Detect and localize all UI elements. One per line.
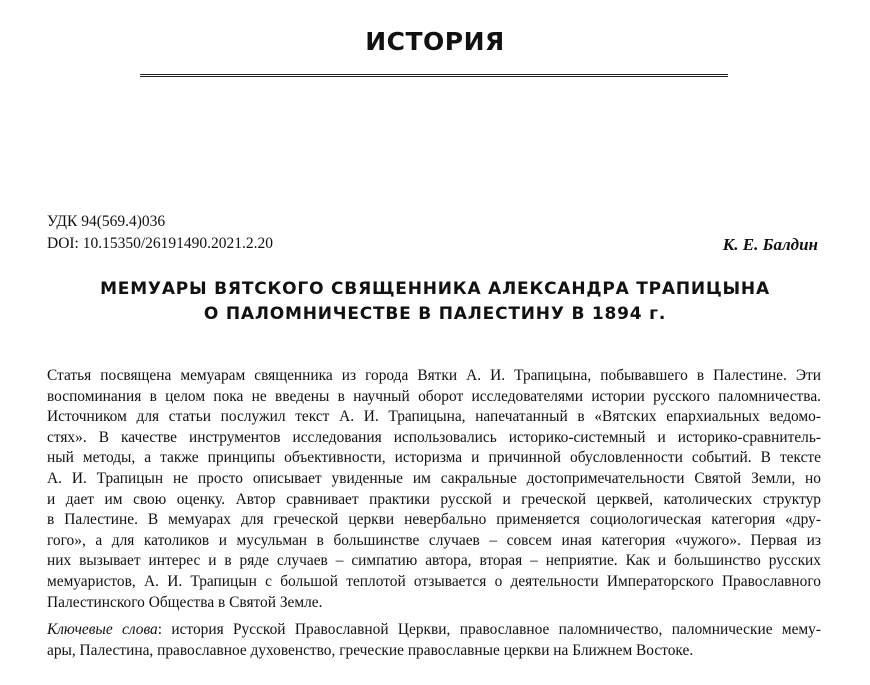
abstract-line: мемуаристов, А. И. Трапицын с большой теплотой отзывается о деятельности Императорского Православного (47, 572, 821, 590)
keywords-text-1: : история Русской Православной Церкви, православное паломничество, паломнические мему- (157, 621, 821, 638)
abstract-line: и дает им свою оценку. Автор сравнивает практики русской и греческой церквей, католических структур (47, 490, 821, 508)
abstract-line: Палестинского Общества в Святой Земле. (47, 593, 323, 611)
keywords-label: Ключевые слова (47, 621, 158, 638)
abstract-line: Источником для статьи послужил текст А. И. Трапицына, напечатанный в «Вятских епархиальных ведомо- (47, 408, 821, 426)
abstract-line: Статья посвящена мемуарам священника из города Вятки А. И. Трапицына, побывавшего в Палестине. Эти (47, 367, 821, 384)
keywords (47, 620, 821, 661)
abstract-line: в Палестине. В мемуарах для греческой церкви невербально применяется социологическая категория «дру- (47, 511, 821, 529)
abstract-line: воспоминания в целом пока не введены в научный оборот исследователями истории русского паломничества. (47, 387, 821, 405)
title-line-2: О ПАЛОМНИЧЕСТВЕ В ПАЛЕСТИНУ В 1894 г. (203, 304, 667, 324)
udc-code: УДК 94(569.4)036 (47, 213, 166, 230)
author-name: К. Е. Балдин (722, 235, 818, 254)
abstract-line: стях». В качестве инструментов исследования использовались историко-системный и историко-сравнитель- (47, 428, 821, 446)
abstract-line: ный методы, а также принципы объективности, историзма и причинной обусловленности событий. В тексте (47, 449, 821, 467)
abstract-line: них вызывает интерес и в ряде случаев – симпатию автора, вторая – неприятие. Как и большинство русских (47, 552, 821, 570)
section-heading: ИСТОРИЯ (365, 27, 505, 56)
abstract-line: А. И. Трапицын не просто описывает увиденные им сакральные достопримечательности Святой Земли, но (47, 469, 821, 487)
abstract-line: гого», а для католиков и мусульман в большинстве случаев – совсем иная категория «чужого». Первая из (47, 531, 821, 549)
title-line-1: МЕМУАРЫ ВЯТСКОГО СВЯЩЕННИКА АЛЕКСАНДРА ТРАПИЦЫНА (100, 279, 770, 299)
heading-divider (140, 74, 728, 77)
keywords-line-1 (47, 620, 821, 641)
keywords-line-2: ары, Палестина, православное духовенство, греческие православные церкви на Ближнем Востоке. (47, 641, 694, 659)
article-title (0, 277, 870, 327)
doi: DOI: 10.15350/26191490.2021.2.20 (47, 235, 274, 252)
abstract (47, 366, 821, 613)
